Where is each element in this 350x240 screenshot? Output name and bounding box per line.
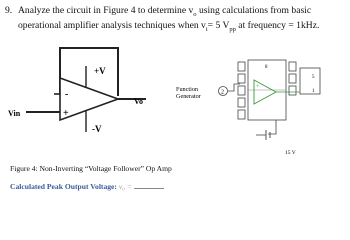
question-line-2: operational amplifier analysis techniques when $v_i= 5$ $V_{pp}$ at frequency = 1kHz. xyxy=(18,19,320,33)
ic-plus-sign: + xyxy=(256,84,260,90)
answer-prompt xyxy=(10,180,164,191)
right-component xyxy=(300,68,320,94)
terminal-number: 2 xyxy=(221,89,224,96)
connector-7 xyxy=(289,74,296,83)
function-generator-label-1: Function xyxy=(176,86,199,93)
connector-2 xyxy=(238,74,245,83)
breadboard-sketch xyxy=(176,58,346,158)
voltage-follower-schematic xyxy=(8,40,158,150)
connector-3 xyxy=(238,86,245,95)
plus-v-label: +V xyxy=(94,66,106,76)
vin-label: Vin xyxy=(8,109,21,118)
connector-5 xyxy=(238,110,245,119)
answer-blank[interactable] xyxy=(134,180,164,189)
answer-variable: v₀ = xyxy=(118,182,132,191)
supply-voltage-label: 15 V xyxy=(285,150,296,156)
question-number: 9. xyxy=(5,5,13,16)
answer-label: Calculated Peak Output Voltage: xyxy=(10,182,117,191)
inverting-sign: - xyxy=(65,89,69,100)
connector-8 xyxy=(289,86,296,95)
figure-caption: Figure 4: Non-Inverting “Voltage Follower” Op Amp xyxy=(10,164,172,173)
vo-label: Vo xyxy=(134,97,144,106)
connector-4 xyxy=(238,98,245,107)
function-generator-label-2: Generator xyxy=(176,93,201,100)
question-line-1: 9. Analyze the circuit in Figure 4 to determine $v_o$ using calculations from basic xyxy=(5,5,312,18)
pin-1-label: 1 xyxy=(312,89,315,94)
supply-wire xyxy=(268,120,276,134)
connector-6 xyxy=(289,62,296,71)
question-text xyxy=(5,5,345,35)
pin-8-label: 8 xyxy=(265,65,268,70)
minus-v-label: -V xyxy=(92,124,102,134)
connector-1 xyxy=(238,62,245,71)
non-inverting-sign: + xyxy=(63,108,69,119)
pin-5-label: 5 xyxy=(312,75,315,80)
